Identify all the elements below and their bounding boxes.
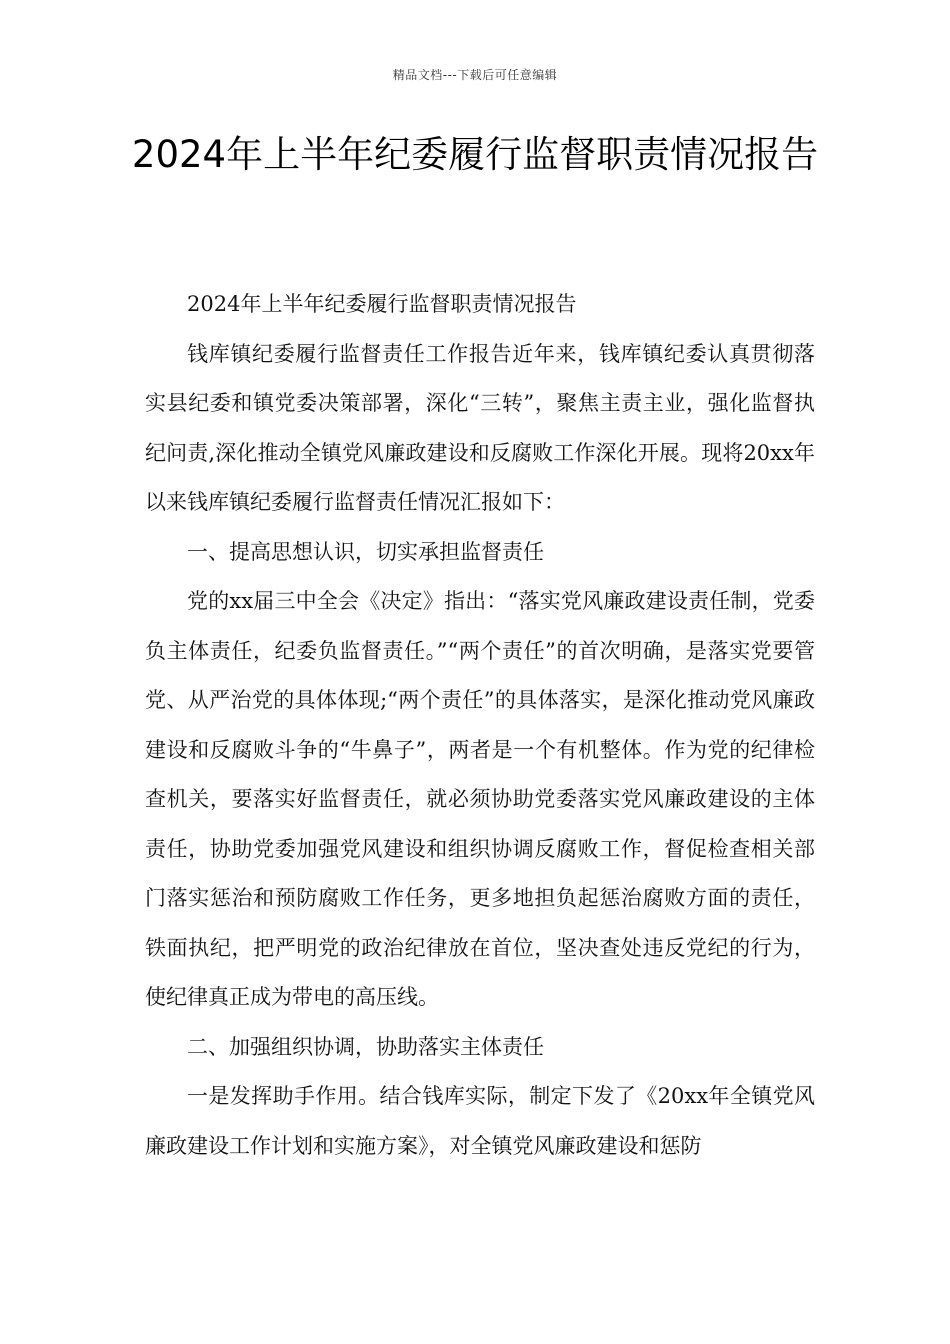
- paragraph-intro: 钱库镇纪委履行监督责任工作报告近年来，钱库镇纪委认真贯彻落实县纪委和镇党委决策部署，深化“三转”，聚焦主责主业，强化监督执纪问责,深化推动全镇党风廉政建设和反腐败工作深化开展。现将20xx年以来钱库镇纪委履行监督责任情况汇报如下：: [145, 341, 815, 514]
- section-heading-1: 一、提高思想认识，切实承担监督责任: [187, 539, 544, 564]
- paragraph-section-2: 一是发挥助手作用。结合钱库实际，制定下发了《20xx年全镇党风廉政建设工作计划和实施方案》，对全镇党风廉政建设和惩防: [145, 1084, 815, 1158]
- header-note: 精品文档---下载后可任意编辑: [392, 68, 558, 82]
- document-body: [145, 280, 815, 1171]
- paragraph-subtitle: 2024年上半年纪委履行监督职责情况报告: [187, 292, 577, 316]
- paragraph-section-1: 党的xx届三中全会《决定》指出：“落实党风廉政建设责任制，党委负主体责任，纪委负监督责任。”“两个责任”的首次明确，是落实党要管党、从严治党的具体体现;“两个责任”的具体落实，是深化推动党风廉政建设和反腐败斗争的“牛鼻子”，两者是一个有机整体。作为党的纪律检查机关，要落实好监督责任，就必须协助党委落实党风廉政建设的主体责任，协助党委加强党风建设和组织协调反腐败工作，督促检查相关部门落实惩治和预防腐败工作任务，更多地担负起惩治腐败方面的责任，铁面执纪，把严明党的政治纪律放在首位，坚决查处违反党纪的行为，使纪律真正成为带电的高压线。: [145, 589, 815, 1009]
- section-heading-2: 二、加强组织协调，协助落实主体责任: [187, 1034, 544, 1059]
- document-title: 2024年上半年纪委履行监督职责情况报告: [131, 133, 819, 176]
